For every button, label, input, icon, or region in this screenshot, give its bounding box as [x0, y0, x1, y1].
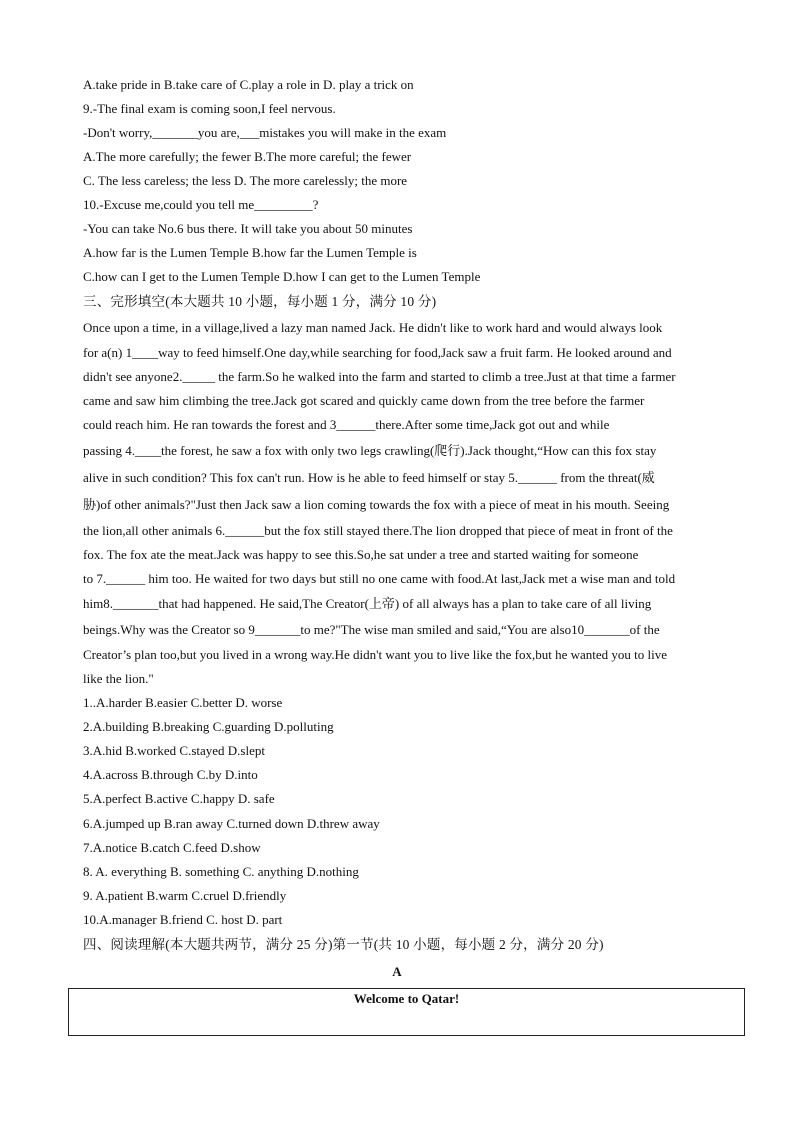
passage-line: didn't see anyone2._____ the farm.So he walked into the farm and started to climb a tree.Just at that time a farmer	[83, 369, 676, 384]
option-line: 8. A. everything B. something C. anything D.nothing	[83, 864, 359, 879]
text-line: A.how far is the Lumen Temple B.how far the Lumen Temple is	[83, 245, 417, 260]
text-line: 10.-Excuse me,could you tell me_________?	[83, 197, 319, 212]
passage-line: passing 4.____the forest, he saw a fox with only two legs crawling(爬行).Jack thought,“How can this fox stay	[83, 443, 657, 458]
text-line: C. The less careless; the less D. The more carelessly; the more	[83, 173, 408, 188]
option-line: 4.A.across B.through C.by D.into	[83, 767, 258, 782]
passage-line: came and saw him climbing the tree.Jack got scared and quickly came down from the tree before the farmer	[83, 393, 645, 408]
option-line: 7.A.notice B.catch C.feed D.show	[83, 840, 261, 855]
passage-line: him8._______that had happened. He said,The Creator(上帝) of all always has a plan to take care of all living	[83, 596, 652, 611]
passage-line: Once upon a time, in a village,lived a lazy man named Jack. He didn't like to work hard and would always look	[83, 320, 663, 335]
text-line: -Don't worry,_______you are,___mistakes you will make in the exam	[83, 125, 447, 140]
section-heading-cloze: 三、完形填空(本大题共 10 小题，每小题 1 分，满分 10 分)	[83, 294, 437, 309]
box-title: Welcome to Qatar!	[353, 991, 460, 1006]
passage-line: for a(n) 1____way to feed himself.One day,while searching for food,Jack saw a fruit farm. He looked around and	[83, 345, 672, 360]
passage-line: the lion,all other animals 6.______but the fox still stayed there.The lion dropped that piece of meat in front of the	[83, 523, 673, 538]
passage-line: like the lion."	[83, 671, 154, 686]
option-line: 3.A.hid B.worked C.stayed D.slept	[83, 743, 265, 758]
option-line: 10.A.manager B.friend C. host D. part	[83, 912, 283, 927]
text-line: 9.-The final exam is coming soon,I feel nervous.	[83, 101, 336, 116]
passage-box	[68, 988, 745, 1036]
text-line: -You can take No.6 bus there. It will take you about 50 minutes	[83, 221, 413, 236]
option-line: 1..A.harder B.easier C.better D. worse	[83, 695, 283, 710]
passage-line: 胁)of other animals?"Just then Jack saw a lion coming towards the fox with a piece of meat in his mouth. Seeing	[83, 497, 670, 512]
passage-line: could reach him. He ran towards the forest and 3______there.After some time,Jack got out and while	[83, 417, 610, 432]
section-heading-reading: 四、阅读理解(本大题共两节，满分 25 分)第一节(共 10 小题，每小题 2 分，满分 20 分)	[83, 937, 604, 952]
passage-line: to 7.______ him too. He waited for two days but still no one came with food.At last,Jack met a wise man and told	[83, 571, 676, 586]
option-line: 6.A.jumped up B.ran away C.turned down D.threw away	[83, 816, 380, 831]
option-line: 9. A.patient B.warm C.cruel D.friendly	[83, 888, 287, 903]
passage-line: Creator’s plan too,but you lived in a wrong way.He didn't want you to live like the fox,but he wanted you to live	[83, 647, 667, 662]
text-line: A.take pride in B.take care of C.play a role in D. play a trick on	[83, 77, 414, 92]
passage-label: A	[392, 964, 402, 979]
text-line: A.The more carefully; the fewer B.The more careful; the fewer	[83, 149, 412, 164]
text-line: C.how can I get to the Lumen Temple D.how I can get to the Lumen Temple	[83, 269, 481, 284]
passage-line: beings.Why was the Creator so 9_______to me?"The wise man smiled and said,“You are also10_______of the	[83, 622, 660, 637]
option-line: 5.A.perfect B.active C.happy D. safe	[83, 791, 275, 806]
passage-line: alive in such condition? This fox can't run. How is he able to feed himself or stay 5.______ from the threat(威	[83, 470, 655, 485]
option-line: 2.A.building B.breaking C.guarding D.polluting	[83, 719, 334, 734]
passage-line: fox. The fox ate the meat.Jack was happy to see this.So,he sat under a tree and started waiting for someone	[83, 547, 639, 562]
